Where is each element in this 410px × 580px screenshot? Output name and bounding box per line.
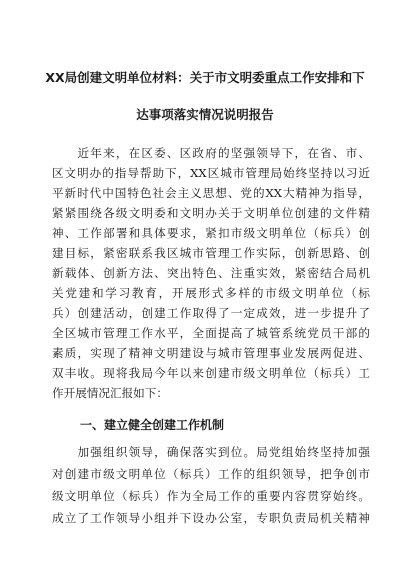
text-line: 紧紧围绕各级文明委和文明办关于文明单位创建的文件精 [52,206,370,220]
text-line: 作开展情况汇报如下： [52,386,168,400]
text-line: 神、工作部署和具体要求，紧扣市级文明单位（标兵）创 [52,226,370,240]
text-line: 级文明单位（标兵）作为全局工作的重要内容贯穿始终。 [52,489,370,503]
text-line: 成立了工作领导小组并下设办公室，专职负责局机关精神 [52,511,370,525]
text-line: 兵）创建活动，创建工作取得了一定成效，进一步提升了 [52,306,370,320]
text-line: 平新时代中国特色社会主义思想、党的XX大精神为指导， [52,186,370,200]
text-line: 对创建市级文明单位（标兵）工作的组织领导，把争创市 [52,467,370,481]
text-line: 建目标，紧密联系我区城市管理工作实际，创新思路、创 [52,246,370,260]
text-line: 区文明办的指导帮助下，XX区城市管理局始终坚持以习近 [52,166,370,180]
document-title-line-2: 达事项落实情况说明报告 [136,107,274,122]
text-line: 加强组织领导，确保落实到位。局党组始终坚持加强 [52,445,370,459]
text-line: 关党建和学习教育，开展形式多样的市级文明单位（标 [52,286,370,300]
text-line: 新载体、创新方法、突出特色、注重实效，紧密结合局机 [52,266,370,280]
text-line: 近年来，在区委、区政府的坚强领导下，在省、市、 [52,146,370,160]
document-title-line-1: XX局创建文明单位材料：关于市文明委重点工作安排和下 [45,70,365,85]
text-line: 双丰收。现将我局今年以来创建市级文明单位（标兵）工 [52,366,370,380]
text-line: 素质，实现了精神文明建设与城市管理事业发展两促进、 [52,346,370,360]
text-line: 全区城市管理工作水平，全面提高了城管系统党员干部的 [52,326,370,340]
section-heading: 一、建立健全创建工作机制 [80,418,225,432]
